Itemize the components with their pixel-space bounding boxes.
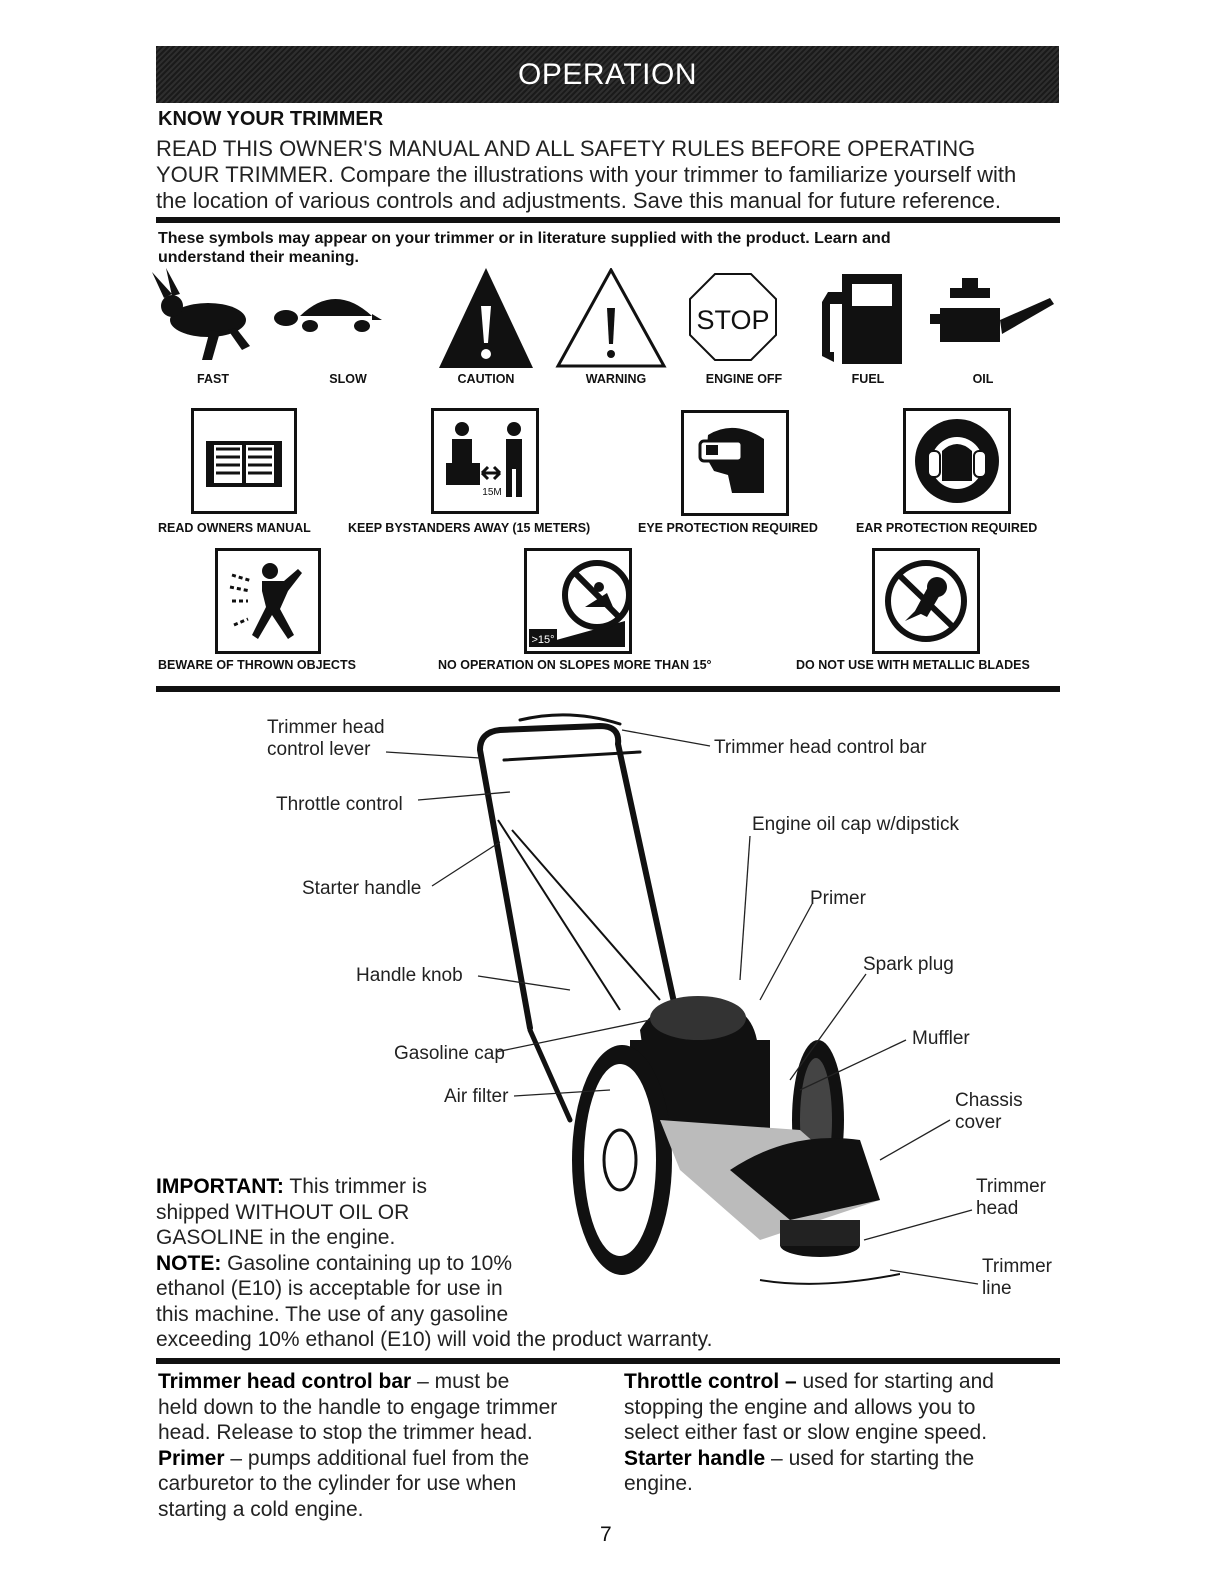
divider xyxy=(156,1358,1060,1364)
callout-muffler: Muffler xyxy=(912,1028,970,1049)
description-text: head. Release to stop the trimmer head. xyxy=(158,1421,533,1444)
section-heading: KNOW YOUR TRIMMER xyxy=(158,108,384,130)
turtle-icon xyxy=(274,299,382,332)
callout-trimmer-head-control-bar: Trimmer head control bar xyxy=(714,737,927,758)
symbol-label: READ OWNERS MANUAL xyxy=(158,521,311,535)
symbol-label: BEWARE OF THROWN OBJECTS xyxy=(158,658,356,672)
no-slope-operation-icon xyxy=(524,548,632,654)
callout-trimmer-line xyxy=(982,1256,1052,1300)
description-text: select either fast or slow engine speed. xyxy=(624,1421,988,1444)
callout-text: line xyxy=(982,1278,1012,1299)
callout-handle-knob: Handle knob xyxy=(356,965,463,986)
symbol-label: SLOW xyxy=(329,372,367,386)
term-throttle-control: Throttle control – xyxy=(624,1370,797,1393)
callout-starter-handle: Starter handle xyxy=(302,878,422,899)
term-starter-handle: Starter handle xyxy=(624,1446,766,1470)
symbols-intro-line: understand their meaning. xyxy=(158,249,359,266)
callout-text: Trimmer head xyxy=(267,717,385,738)
callout-text: cover xyxy=(955,1112,1002,1133)
description-right-column xyxy=(624,1369,1064,1497)
section-banner xyxy=(156,46,1059,103)
term-primer: Primer xyxy=(158,1446,225,1470)
term-trimmer-head-control-bar: Trimmer head control bar xyxy=(158,1370,412,1393)
description-text: carburetor to the cylinder for use when xyxy=(158,1472,517,1495)
slope-badge: >15° xyxy=(531,634,555,646)
fuel-pump-icon xyxy=(822,274,902,364)
description-text: engine. xyxy=(624,1472,693,1495)
description-text: – used for starting the xyxy=(765,1446,975,1470)
note-text: exceeding 10% ethanol (E10) will void the product warranty. xyxy=(156,1328,713,1351)
symbol-label: ENGINE OFF xyxy=(705,372,783,386)
callout-spark-plug: Spark plug xyxy=(863,954,954,975)
symbols-intro-line: These symbols may appear on your trimmer or in literature supplied with the product. Learn and xyxy=(158,230,891,247)
page-number: 7 xyxy=(600,1523,612,1546)
note-text: this machine. The use of any gasoline xyxy=(156,1302,509,1326)
divider xyxy=(156,686,1060,692)
callout-chassis-cover xyxy=(955,1090,1023,1134)
callout-engine-oil-cap: Engine oil cap w/dipstick xyxy=(752,814,959,835)
rabbit-icon xyxy=(152,268,250,360)
intro-line: the location of various controls and adjustments. Save this manual for future reference. xyxy=(156,188,1002,213)
engine-off-stop-icon xyxy=(690,274,776,360)
symbol-label: WARNING xyxy=(585,372,647,386)
symbol-label: FAST xyxy=(197,372,229,386)
divider xyxy=(156,217,1060,223)
note-label: NOTE: xyxy=(156,1251,222,1275)
symbol-label: NO OPERATION ON SLOPES MORE THAN 15° xyxy=(438,658,712,672)
symbol-label: FUEL xyxy=(851,372,885,386)
description-text: – must be xyxy=(411,1370,510,1393)
callout-text: head xyxy=(976,1198,1019,1219)
keep-bystanders-away-icon xyxy=(431,408,539,514)
important-text: GASOLINE in the engine. xyxy=(156,1226,396,1249)
callout-gasoline-cap: Gasoline cap xyxy=(394,1043,505,1064)
callout-text: control lever xyxy=(267,739,371,760)
warning-icon xyxy=(558,270,664,366)
callout-primer: Primer xyxy=(810,888,866,909)
oil-can-icon xyxy=(930,278,1054,342)
important-label: IMPORTANT: xyxy=(156,1175,284,1198)
intro-line: YOUR TRIMMER. Compare the illustrations with your trimmer to familiarize yourself with xyxy=(156,162,1017,187)
eye-protection-icon xyxy=(681,410,789,516)
important-note xyxy=(156,1174,796,1353)
callout-text: Chassis xyxy=(955,1090,1023,1111)
callout-trimmer-head-control-lever xyxy=(267,717,385,761)
intro-line: READ THIS OWNER'S MANUAL AND ALL SAFETY RULES BEFORE OPERATING xyxy=(156,136,976,161)
symbol-label: DO NOT USE WITH METALLIC BLADES xyxy=(796,658,1030,672)
callout-throttle-control: Throttle control xyxy=(276,794,403,815)
symbol-label: CAUTION xyxy=(457,372,515,386)
thrown-objects-icon xyxy=(215,548,321,654)
caution-icon xyxy=(439,268,533,368)
description-text: held down to the handle to engage trimmer xyxy=(158,1395,558,1419)
symbol-row-1-icons xyxy=(150,268,1060,368)
important-text: This trimmer is xyxy=(283,1175,428,1198)
stop-text: STOP xyxy=(696,305,770,335)
important-text: shipped WITHOUT OIL OR xyxy=(156,1200,410,1224)
symbol-label: EAR PROTECTION REQUIRED xyxy=(856,521,1038,535)
symbol-label: EYE PROTECTION REQUIRED xyxy=(638,521,818,535)
distance-text: 15M xyxy=(482,487,502,498)
read-manual-icon xyxy=(191,408,297,514)
description-text: stopping the engine and allows you to xyxy=(624,1395,976,1419)
ear-protection-icon xyxy=(903,408,1011,514)
callout-text: Trimmer xyxy=(982,1256,1052,1277)
note-text: ethanol (E10) is acceptable for use in xyxy=(156,1277,503,1300)
no-metallic-blades-icon xyxy=(872,548,980,654)
symbols-intro xyxy=(158,229,1058,267)
description-text: starting a cold engine. xyxy=(158,1497,364,1521)
callout-text: Trimmer xyxy=(976,1176,1046,1197)
intro-paragraph xyxy=(156,136,1066,214)
description-text: – pumps additional fuel from the xyxy=(224,1446,530,1470)
callout-trimmer-head xyxy=(976,1176,1046,1220)
symbol-label: OIL xyxy=(972,372,994,386)
description-text: used for starting and xyxy=(796,1370,994,1393)
callout-air-filter: Air filter xyxy=(444,1086,509,1107)
note-text: Gasoline containing up to 10% xyxy=(221,1251,513,1275)
description-left-column xyxy=(158,1369,608,1522)
symbol-label: KEEP BYSTANDERS AWAY (15 METERS) xyxy=(348,521,591,535)
banner-title: OPERATION xyxy=(518,57,697,91)
